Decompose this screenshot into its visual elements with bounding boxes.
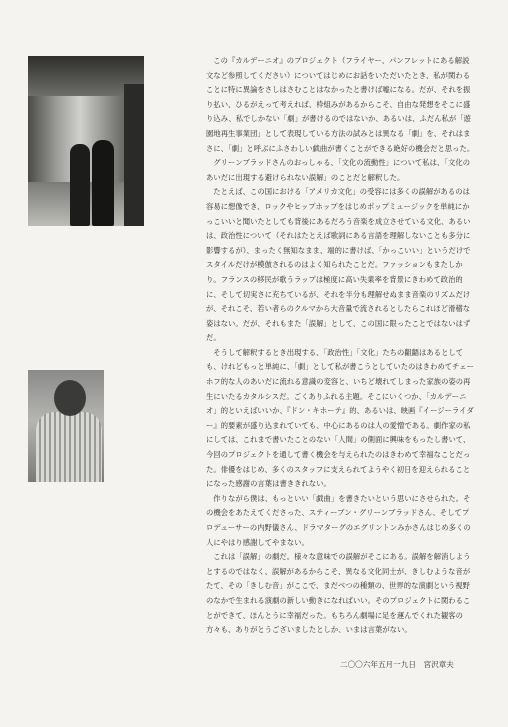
paragraph: これは「誤解」の劇だ。様々な意味での誤解がそこにある。誤解を解消しようとするのではなく、誤解があるからこそ、異なる文化同士が、きしむような音がたて、その「きしむ音」がここで、まだべつの種類の、世界的な演劇という視野のなかで生まれる演劇の新しい動きになればいい。そのプロジェクトに関わることができて、ほんとうに幸福だった。もちろん劇場に足を運んでくれた観客の方々も、ありがとうございましたとしか、いまは言葉がない。 — [206, 552, 471, 635]
paragraph: グリーンブラッドさんのおっしゃる、「文化の流動性」について私は、「文化のあいだに出現する避けられない誤解」のことだと解釈した。 — [206, 158, 471, 182]
date-signature: 二〇〇六年五月一九日 宮沢章夫 — [340, 660, 454, 669]
paragraph: たとえば、この国における「アメリカ文化」の受容には多くの誤解があるのは容易に想像でき、ロックやヒップホップをはじめポップミュージックを単純にかっこいいと聞いたとしても背後にあるだろう音楽を成立させている文化、あるいは、政治性について（それはたとえば歌詞にある言語を理解しないことも多分に影響するが）、まったく無知なまま、端的に書けば、「かっこいい」というだけでスタイルだけが模倣されるのはよく知られたことだ。ファッションもまたしかり。フランスの移民が歌うラップは極度に高い失業率を背景にきわめて政治的に、そして切実さに充ちているが、それを半分も理解せぬまま音楽のリズムだけが、それこそ、若い者らのクルマから大音量で流されるとしたらこれほど滑稽な姿はない。だが、それもまた「誤解」として、この国に限ったことではないはずだ。 — [206, 187, 471, 343]
dark-wall — [124, 84, 144, 226]
photo-two-figures-in-hall — [28, 56, 144, 226]
portrait-head — [54, 380, 86, 416]
figure-silhouette — [92, 140, 114, 226]
figure-silhouette — [70, 144, 90, 226]
paragraph: そうして解釈するとき出現する、「政治性」「文化」たちの齟齬はあるとしても、けれどもっと単純に、「劇」として私が書こうとしていたのはきわめてチェーホフ的な人のあいだに流れる意識の変容と、いちど壊れてしまった家族の姿の再生にいたるカタルシスだ。ごくありふれる主題。そこにいくつか、「カルデーニオ」的といえばいいか、『ドン・キホーテ』的、あるいは、映画『イージーライダー』的要素が盛り込まれていても、中心にあるのは人の愛憎である。劇作家の私にしては、これまで書いたことのない「人間」の側面に興味をもったし書いて、今回のプロジェクトを通して書く機会を与えられたのはきわめて幸福なことだった。俳優をはじめ、多くのスタッフに支えられてようやく初日を迎えられることになった感謝の言葉は書ききれない。 — [206, 347, 474, 489]
photo-portrait-man — [28, 370, 104, 482]
article-body — [206, 54, 476, 638]
portrait-shirt — [36, 412, 102, 482]
paragraph: この『カルデーニオ』のプロジェクト（フライヤー、パンフレットにある解説文など参照してください）についてはじめにお話をいただいたとき、私が関わることに特に異論をさしはさむことはなかったと書けば嘘になる。だが、それを振り払い、ひるがえって考えれば、枠組みがあるからこそ、自由な発想をそこに盛り込み、私でしかない「劇」が書けるのではないか、あるいは、ふだん私が「遊園地再生事業団」として表現している方法の試みとは異なる「劇」を、それはまさに、「劇」と呼ぶにふさわしい戯曲が書くことができる絶好の機会だと思った。 — [206, 56, 475, 153]
paragraph: 作りながら僕は、もっといい「戯曲」を書きたいという思いにさせられた。その機会をあたえてくださった、スティーブン・グリーンブラッドさん、そしてプロデューサーの内野儀さん、ドラマターグのエグリントンみかさんはじめ多くの人にやはり感謝してやまない。 — [206, 493, 471, 547]
